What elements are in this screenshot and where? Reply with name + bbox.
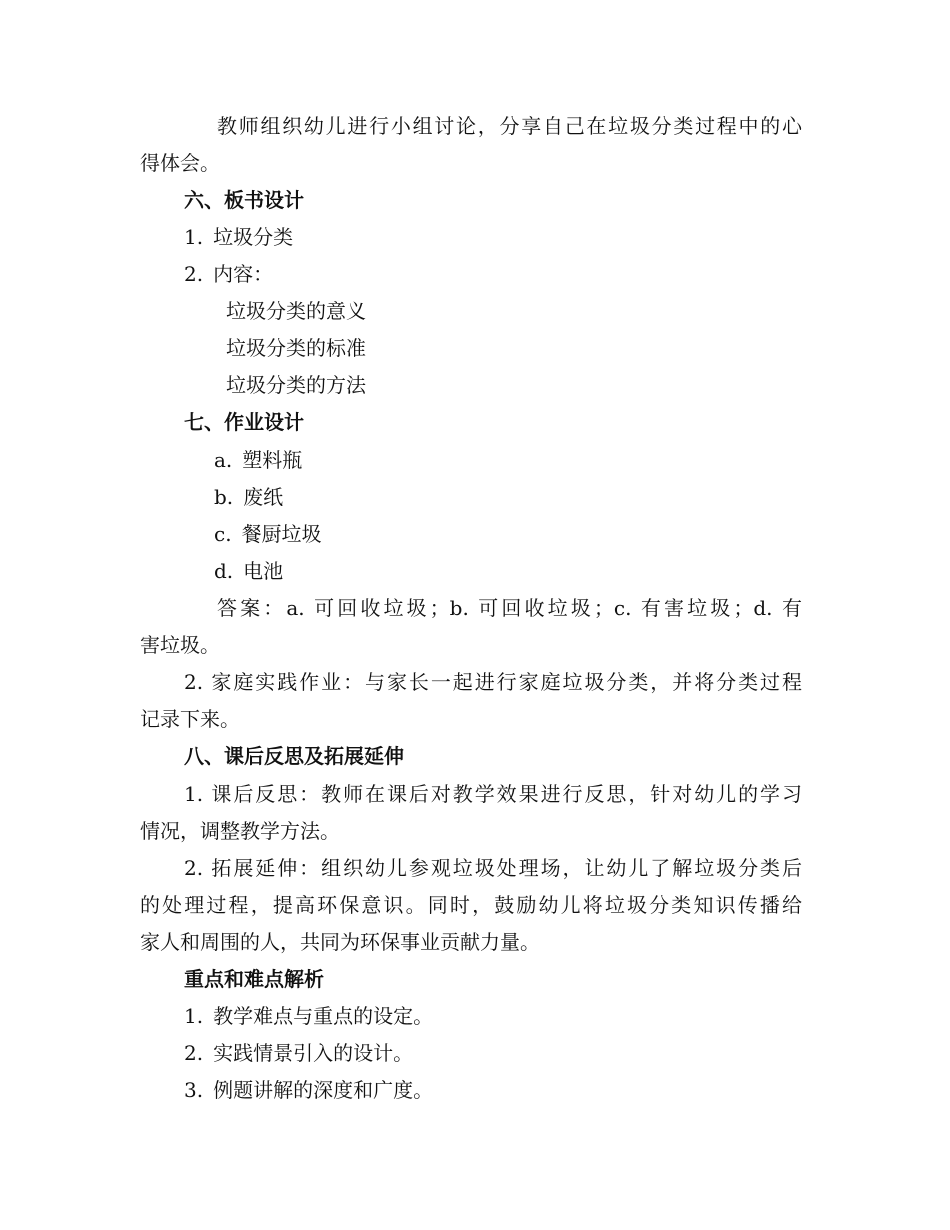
section-heading-board-design: 六、板书设计 bbox=[184, 188, 304, 212]
list-item-number: 1. bbox=[184, 1004, 204, 1028]
list-item-text: 教学难点与重点的设定。 bbox=[213, 1004, 434, 1028]
paragraph-home-practice-line1: 2. 家庭实践作业：与家长一起进行家庭垃圾分类，并将分类过程 bbox=[184, 670, 802, 694]
section-heading-homework-design: 七、作业设计 bbox=[184, 410, 304, 434]
list-item-text: 塑料瓶 bbox=[242, 448, 303, 472]
list-item-text: 内容： bbox=[213, 262, 274, 286]
list-item-text: 例题讲解的深度和广度。 bbox=[213, 1078, 434, 1102]
list-item-number: 3. bbox=[184, 1078, 204, 1102]
list-item bbox=[214, 519, 884, 549]
list-item-letter: d. bbox=[214, 559, 234, 583]
list-item bbox=[184, 1075, 854, 1105]
paragraph-extension-line1: 2. 拓展延伸：组织幼儿参观垃圾处理场，让幼儿了解垃圾分类后 bbox=[184, 856, 802, 880]
list-item-text: 废纸 bbox=[243, 485, 284, 509]
list-item-number: 1. bbox=[184, 225, 204, 249]
list-item-text: 餐厨垃圾 bbox=[241, 522, 322, 546]
list-item bbox=[184, 1038, 854, 1068]
list-item bbox=[214, 556, 884, 586]
section-heading-reflection: 八、课后反思及拓展延伸 bbox=[184, 744, 404, 768]
paragraph-reflection-line1: 1. 课后反思：教师在课后对教学效果进行反思，针对幼儿的学习 bbox=[184, 782, 802, 806]
paragraph-discussion-line1: 教师组织幼儿进行小组讨论，分享自己在垃圾分类过程中的心 bbox=[217, 114, 802, 138]
list-item-number: 2. bbox=[184, 262, 204, 286]
paragraph-reflection-line2: 情况，调整教学方法。 bbox=[140, 819, 340, 843]
sub-item: 垃圾分类的意义 bbox=[226, 299, 366, 323]
answer-line1: 答案：a. 可回收垃圾；b. 可回收垃圾；c. 有害垃圾；d. 有 bbox=[217, 596, 802, 620]
sub-item: 垃圾分类的方法 bbox=[226, 373, 366, 397]
answer-line2: 害垃圾。 bbox=[140, 633, 220, 657]
list-item-letter: a. bbox=[214, 448, 233, 472]
section-heading-key-points: 重点和难点解析 bbox=[184, 967, 324, 991]
sub-item: 垃圾分类的标准 bbox=[226, 336, 366, 360]
list-item bbox=[184, 259, 854, 289]
list-item bbox=[184, 1001, 854, 1031]
list-item-text: 实践情景引入的设计。 bbox=[213, 1041, 414, 1065]
paragraph-extension-line3: 家人和周围的人，共同为环保事业贡献力量。 bbox=[140, 930, 540, 954]
list-item bbox=[214, 482, 884, 512]
list-item-letter: b. bbox=[214, 485, 234, 509]
list-item-text: 电池 bbox=[243, 559, 284, 583]
paragraph-discussion-line2: 得体会。 bbox=[140, 151, 220, 175]
list-item-letter: c. bbox=[214, 522, 232, 546]
list-item bbox=[214, 445, 884, 475]
list-item bbox=[184, 222, 854, 252]
paragraph-home-practice-line2: 记录下来。 bbox=[140, 707, 240, 731]
list-item-number: 2. bbox=[184, 1041, 204, 1065]
list-item-text: 垃圾分类 bbox=[213, 225, 294, 249]
paragraph-extension-line2: 的处理过程，提高环保意识。同时，鼓励幼儿将垃圾分类知识传播给 bbox=[140, 893, 802, 917]
